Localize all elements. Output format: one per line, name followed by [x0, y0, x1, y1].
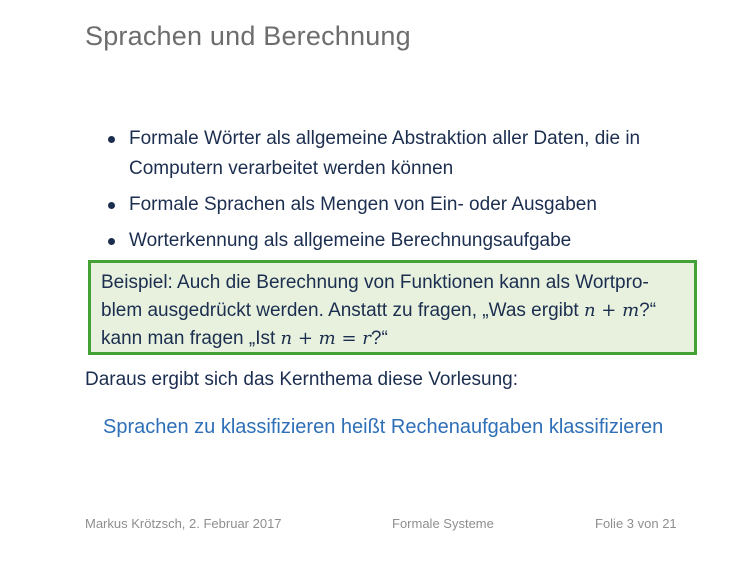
example-text-segment: ?“ — [370, 328, 388, 349]
footer-course-title: Formale Systeme — [392, 516, 494, 531]
bullet-dot-icon — [108, 202, 115, 209]
bullet-dot-icon — [108, 136, 115, 143]
bullet-text — [129, 124, 640, 184]
footer-slide-number: Folie 3 von 21 — [595, 516, 677, 531]
example-text-segment: kann man fragen „Ist — [101, 328, 281, 349]
example-text-segment: ?“ — [639, 300, 657, 321]
bullet-item-formale-woerter — [108, 124, 640, 184]
key-message: Sprachen zu klassifizieren heißt Rechenaufgaben klassifizieren — [103, 416, 664, 438]
bullet-item-worterkennung — [108, 226, 640, 256]
example-box-line — [101, 297, 684, 325]
bullet-item-formale-sprachen — [108, 190, 640, 220]
example-text-segment: blem ausgedrückt werden. Anstatt zu fragen, „Was ergibt — [101, 300, 584, 321]
kernthema-statement: Daraus ergibt sich das Kernthema diese Vorlesung: — [85, 369, 519, 390]
bullet-line: Worterkennung als allgemeine Berechnungsaufgabe — [129, 230, 572, 251]
example-text-segment: Beispiel: Auch die Berechnung von Funktionen kann als Wortpro- — [101, 272, 649, 293]
bullet-line: Formale Wörter als allgemeine Abstraktion aller Daten, die in — [129, 128, 641, 149]
footer-author-date: Markus Krötzsch, 2. Februar 2017 — [85, 516, 282, 531]
example-box-line — [101, 269, 684, 297]
math-expression: n + m — [583, 300, 640, 321]
bullet-text — [129, 226, 571, 256]
bullet-line: Computern verarbeitet werden können — [129, 158, 454, 179]
bullet-line: Formale Sprachen als Mengen von Ein- oder Ausgaben — [129, 194, 597, 215]
example-box — [88, 260, 697, 355]
math-expression: n + m = r — [280, 328, 371, 349]
example-box-line — [101, 325, 684, 353]
bullet-list — [108, 124, 640, 256]
bullet-text — [129, 190, 597, 220]
bullet-dot-icon — [108, 238, 115, 245]
slide-title: Sprachen und Berechnung — [85, 21, 411, 51]
